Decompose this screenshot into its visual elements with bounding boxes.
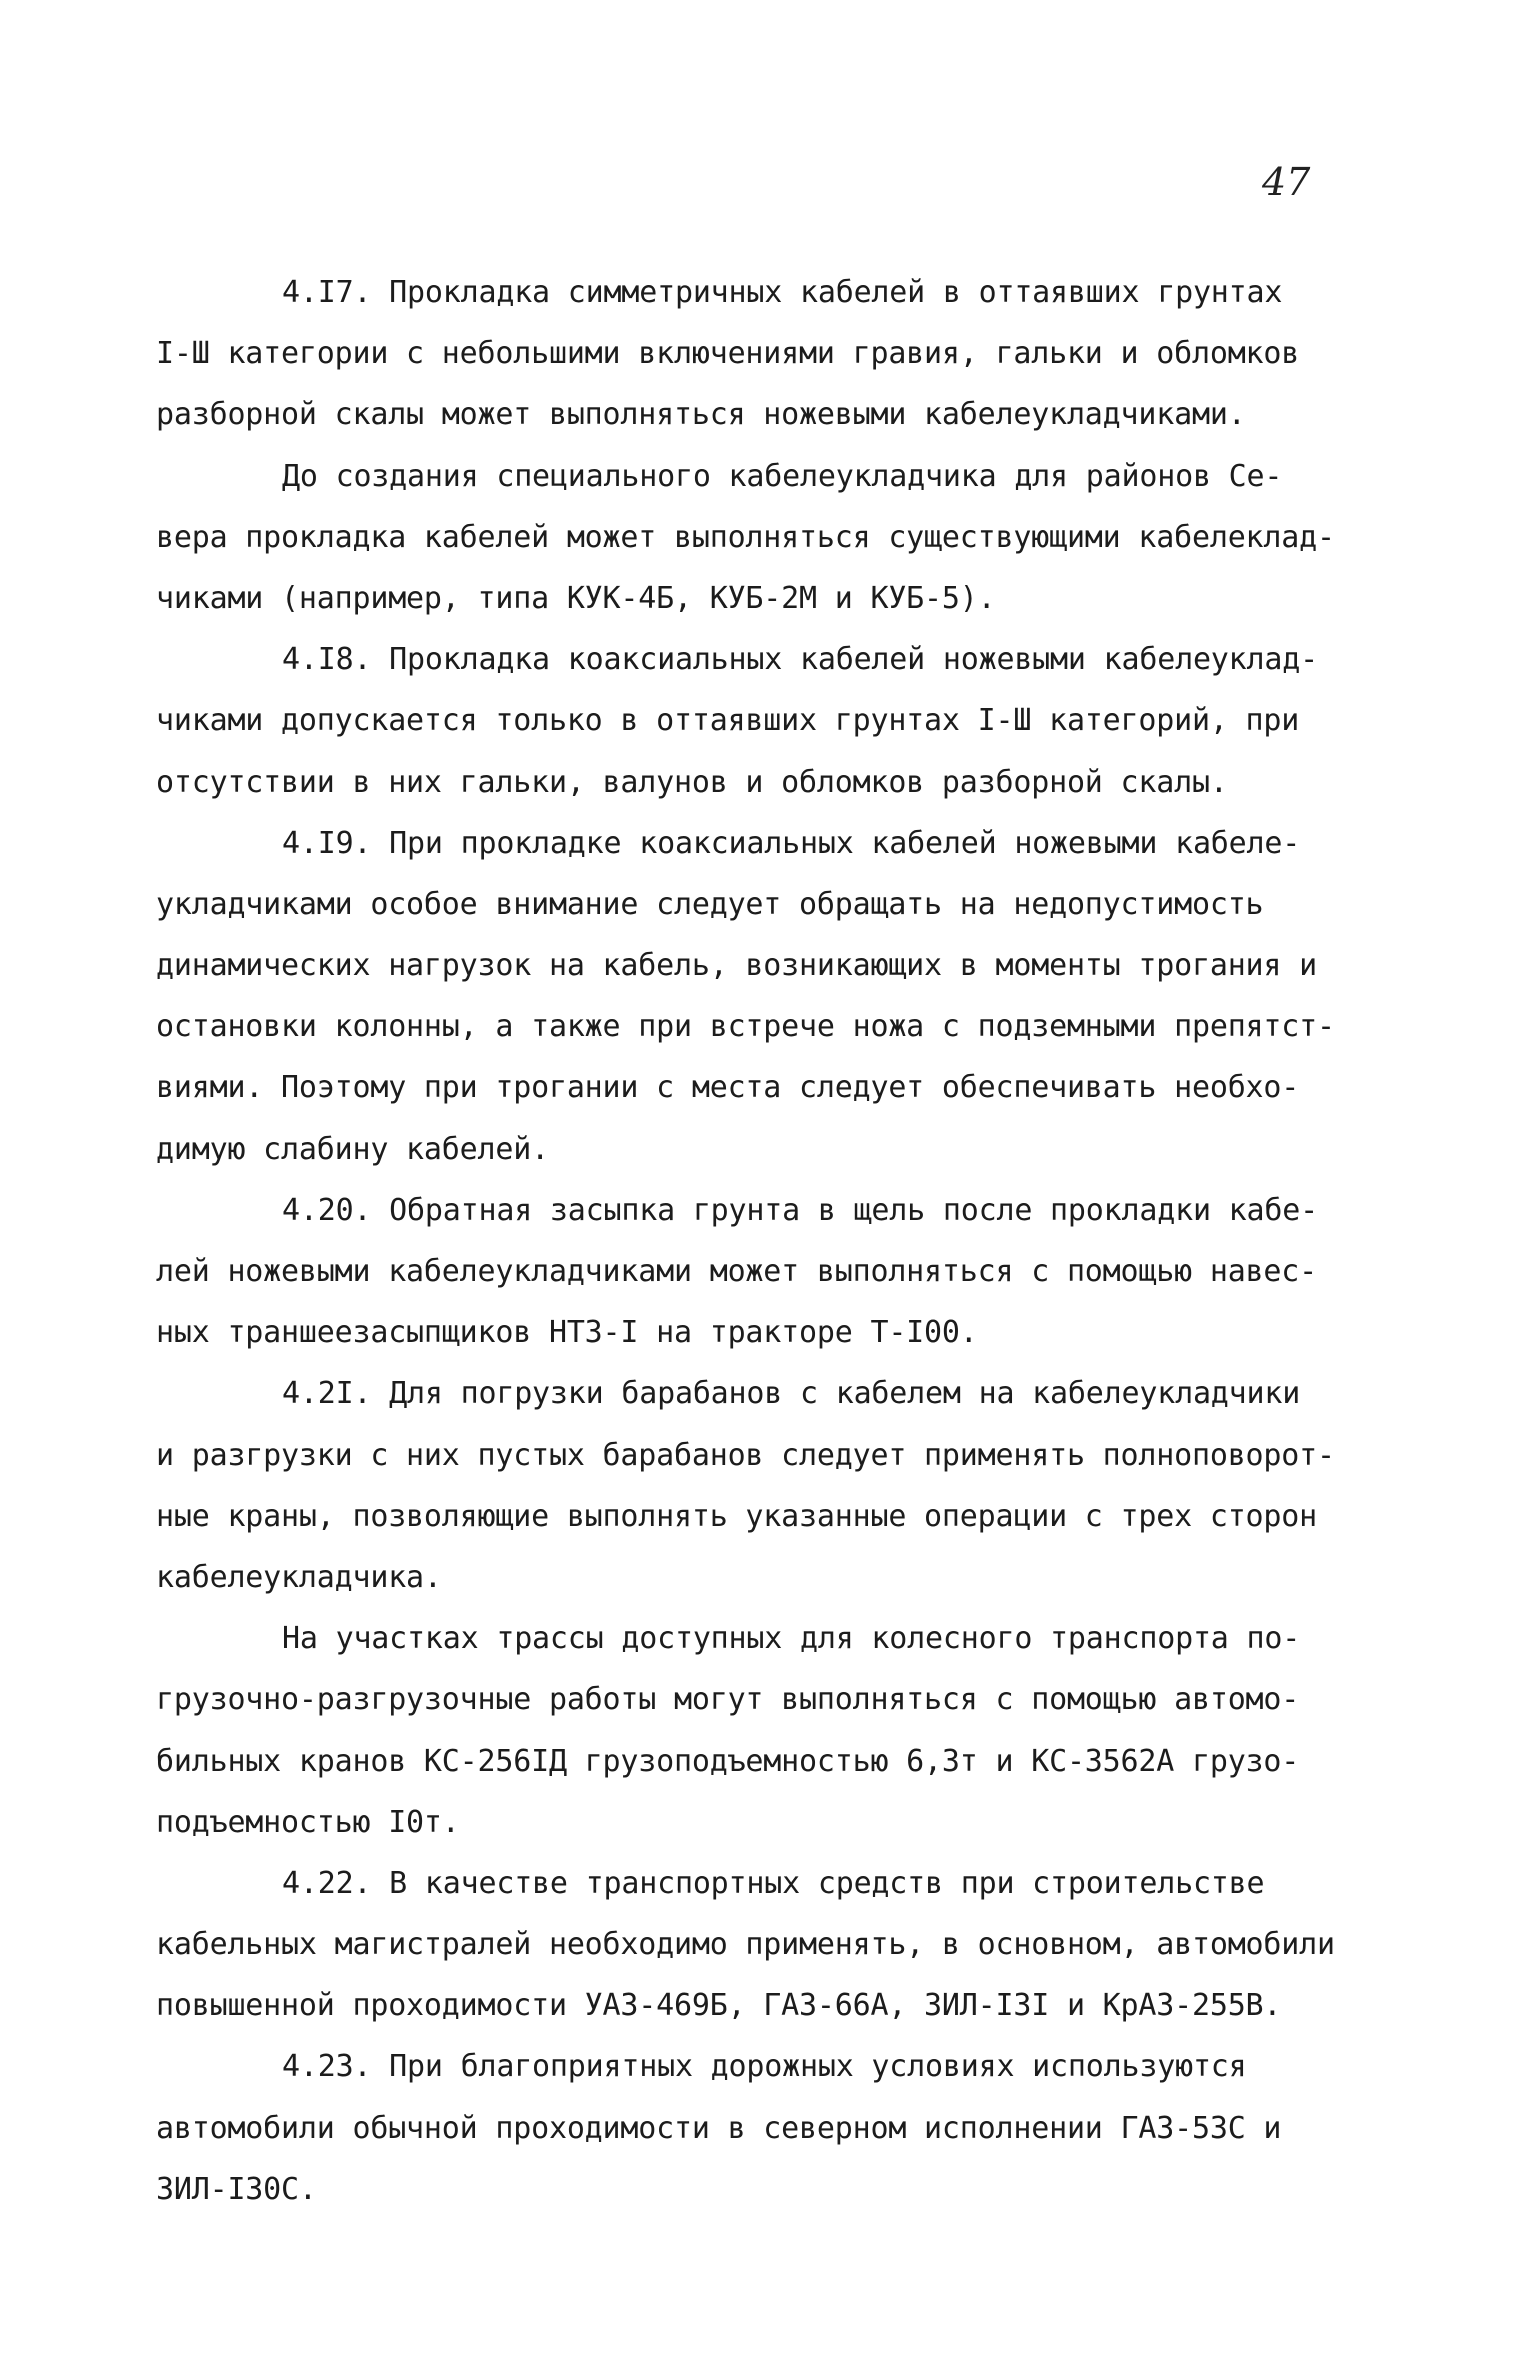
text-line: 4.I7. Прокладка симметричных кабелей в оттаявших грунтах <box>282 275 1283 310</box>
text-line: ЗИЛ-I30С. <box>156 2171 317 2207</box>
text-line: I-Ш категории с небольшими включениями гравия, гальки и обломков <box>156 336 1300 372</box>
text-line: и разгрузки с них пустых барабанов следует применять полноповорот- <box>156 1437 1335 1473</box>
text-line: 4.20. Обратная засыпка грунта в щель после прокладки кабе- <box>282 1192 1318 1228</box>
text-line: вера прокладка кабелей может выполняться существующими кабелеклад- <box>156 519 1335 555</box>
text-line: повышенной проходимости УАЗ-469Б, ГАЗ-66А, ЗИЛ-I3I и КрАЗ-255В. <box>156 1988 1282 2024</box>
text-line: бильных кранов КС-256IД грузоподъемностью 6,3т и КС-3562А грузо- <box>156 1743 1300 1779</box>
text-line: разборной скалы может выполняться ножевыми кабелеукладчиками. <box>156 397 1246 433</box>
text-line: отсутствии в них гальки, валунов и обломков разборной скалы. <box>156 764 1228 800</box>
text-line: До создания специального кабелеукладчика для районов Се- <box>282 458 1283 494</box>
text-line: 4.22. В качестве транспортных средств при строительстве <box>282 1865 1265 1901</box>
text-line: чиками (например, типа КУК-4Б, КУБ-2М и КУБ-5). <box>156 580 996 616</box>
text-line: чиками допускается только в оттаявших грунтах I-Ш категорий, при <box>156 703 1300 739</box>
text-line: ные краны, позволяющие выполнять указанные операции с трех сторон <box>156 1498 1317 1534</box>
text-line: подъемностью I0т. <box>156 1804 460 1840</box>
text-line: остановки колонны, а также при встрече ножа с подземными препятст- <box>156 1009 1335 1045</box>
text-line: 4.23. При благоприятных дорожных условиях используются <box>282 2049 1247 2085</box>
text-line: димую слабину кабелей. <box>156 1131 549 1167</box>
document-body <box>156 262 1392 2220</box>
text-line: 4.I8. Прокладка коаксиальных кабелей ножевыми кабелеуклад- <box>282 642 1318 678</box>
text-line: 4.2I. Для погрузки барабанов с кабелем на кабелеукладчики <box>282 1376 1301 1412</box>
text-line: укладчиками особое внимание следует обращать на недопустимость <box>156 886 1264 922</box>
text-line: виями. Поэтому при трогании с места следует обеспечивать необхо- <box>156 1070 1300 1106</box>
text-line: На участках трассы доступных для колесного транспорта по- <box>282 1621 1301 1657</box>
text-line: кабелеукладчика. <box>156 1559 442 1595</box>
text-line: грузочно-разгрузочные работы могут выполняться с помощью автомо- <box>156 1682 1300 1718</box>
text-line: динамических нагрузок на кабель, возникающих в моменты трогания и <box>156 948 1317 984</box>
text-line: кабельных магистралей необходимо применять, в основном, автомобили <box>156 1927 1335 1963</box>
text-line: 4.I9. При прокладке коаксиальных кабелей ножевыми кабеле- <box>282 825 1301 861</box>
text-line: лей ножевыми кабелеукладчиками может выполняться с помощью навес- <box>156 1254 1317 1289</box>
page-number: 47 <box>1262 160 1311 204</box>
text-line: автомобили обычной проходимости в северном исполнении ГАЗ-53С и <box>156 2110 1282 2146</box>
text-line: ных траншеезасыпщиков НТЗ-I на тракторе Т-I00. <box>156 1315 978 1351</box>
